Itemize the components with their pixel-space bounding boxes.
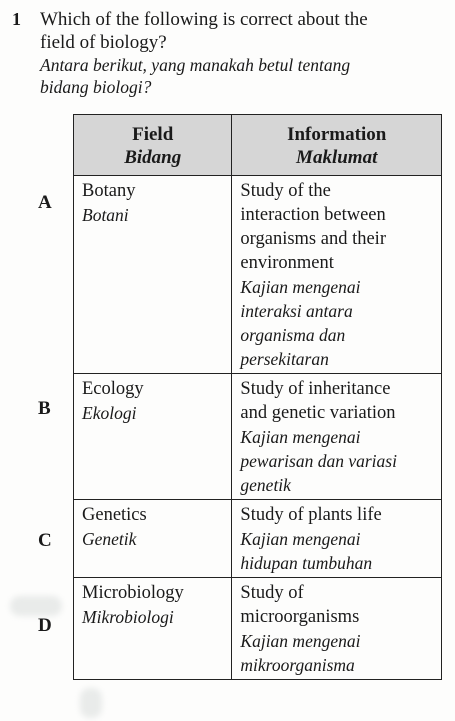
info-line-ms: pewarisan dan variasi [240,451,397,471]
option-letter-c[interactable]: C [38,530,52,551]
header-information-label: Information [287,124,387,145]
info-cell [232,578,442,680]
field-name: Ecology [82,379,144,399]
info-line-ms: hidupan tumbuhan [240,553,373,573]
header-field [74,115,232,176]
info-line: Study of the [240,181,331,201]
info-line-ms: organisma dan [240,325,346,345]
info-line: organisms and their [240,229,386,249]
info-line-ms: interaksi antara [240,301,353,321]
info-cell [232,176,442,374]
question-line-en: field of biology? [40,32,167,53]
info-line-ms: Kajian mengenai [240,427,361,447]
field-name-ms: Ekologi [82,403,137,423]
options-table [73,114,442,680]
table-row[interactable] [74,374,442,500]
info-line-ms: Kajian mengenai [240,631,361,651]
info-line: Study of plants life [240,505,382,525]
info-line-ms: persekitaran [240,349,329,369]
table-header-row [74,115,442,176]
field-name: Microbiology [82,583,184,603]
info-line: and genetic variation [240,403,396,423]
info-line-ms: Kajian mengenai [240,277,361,297]
question-line-ms: Antara berikut, yang manakah betul tentang [40,55,351,75]
header-information-label-ms: Maklumat [296,147,378,168]
question-line-en: Which of the following is correct about the [40,9,368,30]
info-line-ms: Kajian mengenai [240,529,361,549]
option-letter-a[interactable]: A [38,192,52,213]
page-smudge [10,596,62,616]
question-text [40,8,440,98]
info-line: microorganisms [240,607,360,627]
table-row[interactable] [74,500,442,578]
field-name: Botany [82,181,136,201]
info-cell [232,500,442,578]
question-number: 1 [12,9,21,29]
table-row[interactable] [74,578,442,680]
field-cell [74,500,232,578]
page-smudge [80,688,102,718]
field-name: Genetics [82,505,147,525]
info-line: interaction between [240,205,386,225]
info-cell [232,374,442,500]
table-row[interactable] [74,176,442,374]
info-line-ms: mikroorganisma [240,655,355,675]
info-line: Study of inheritance [240,379,391,399]
info-line: environment [240,253,334,273]
header-field-label-ms: Bidang [124,147,182,168]
question-line-ms: bidang biologi? [40,77,152,97]
field-name-ms: Genetik [82,529,137,549]
field-name-ms: Mikrobiologi [82,607,174,627]
field-name-ms: Botani [82,205,129,225]
option-letter-d[interactable]: D [38,615,52,636]
field-cell [74,374,232,500]
header-information [232,115,442,176]
info-line-ms: genetik [240,475,291,495]
option-letter-b[interactable]: B [38,398,51,419]
field-cell [74,578,232,680]
field-cell [74,176,232,374]
header-field-label: Field [132,124,174,145]
info-line: Study of [240,583,304,603]
